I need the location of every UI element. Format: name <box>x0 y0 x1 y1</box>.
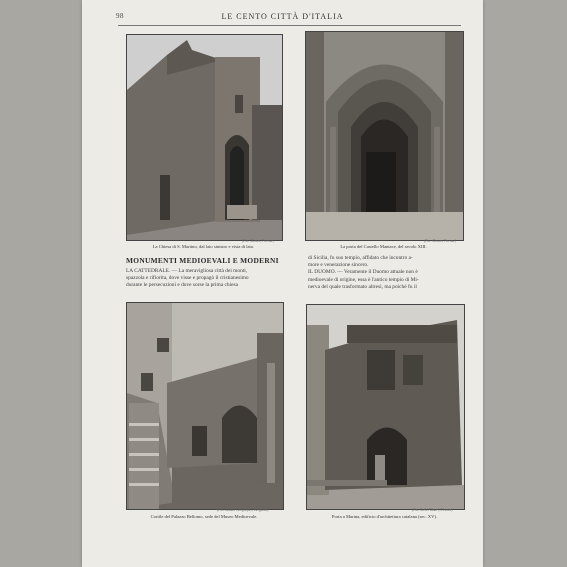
text-line: medioevale di origine, essa è l'antico tempio di Mi- <box>308 276 419 283</box>
photo-credit: (Fot. Alinari, Firenze) <box>242 239 274 243</box>
photo-caption: Porta a Marina, edificio d'architettura catalana (sec. XV). <box>331 514 438 519</box>
article-title: MONUMENTI MEDIOEVALI E MODERNI <box>126 256 279 265</box>
photo-castello-maniace-portal <box>305 31 464 241</box>
photo-caption: La porta del Castello Maniace, del secolo XIII. <box>340 244 427 249</box>
page-number: 98 <box>116 12 124 20</box>
text-line: di Sicilia, fu suo tempio, affidato che incontro a- <box>308 255 413 261</box>
magazine-page <box>82 0 483 567</box>
photo-credit: (Fot. Alinari, Firenze) <box>424 239 456 243</box>
text-line: IL DUOMO. — Veramente il Duomo attuale non è <box>308 269 418 276</box>
text-line: LA CATTEDRALE. — La meravigliosa città dei monti, <box>126 268 248 274</box>
text-line: spazzola e rifiorita, dove visse e propagò il cristianesimo <box>126 275 249 282</box>
photo-palazzo-bellomo-courtyard <box>126 302 284 510</box>
photo-church-san-martino <box>126 34 283 241</box>
article-left-column <box>126 268 286 290</box>
article-right-column <box>308 255 463 291</box>
text-line: durante le persecuzioni e dove sorse la prima chiesa <box>126 282 238 289</box>
photo-credit: (Fot. Arch. Alinari, Firenze) <box>412 508 453 512</box>
header-rule <box>118 25 461 26</box>
text-line: more e venerazione sincero. <box>308 262 369 269</box>
photo-porta-a-marina <box>306 304 465 510</box>
text-line: nerva del quale trasformato altresì, ma poiché fu il <box>308 283 417 290</box>
running-header: LE CENTO CITTÀ D'ITALIA <box>221 12 344 21</box>
photo-caption: La Chiesa di S. Martino, dal lato sinistro e vista di lato. <box>152 244 255 249</box>
photo-credit: (Fot. Istituto Geografico, Bergamo) <box>217 508 269 512</box>
photo-caption: Cortile del Palazzo Bellomo, sede del Museo Medioevale. <box>150 514 258 519</box>
